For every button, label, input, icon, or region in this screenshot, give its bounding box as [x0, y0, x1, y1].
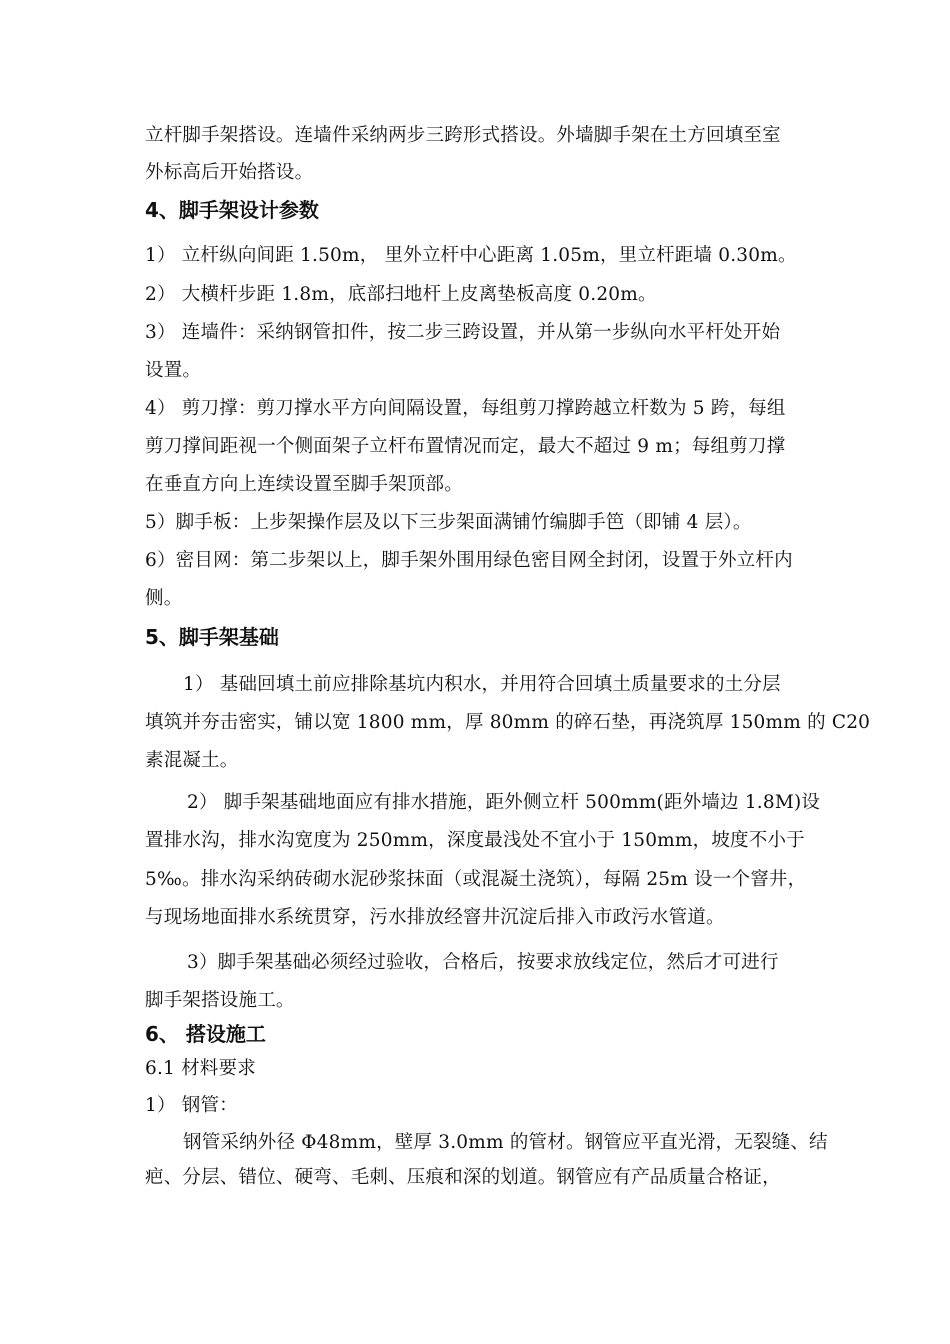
list-item-continuation: 填筑并夯击密实，铺以宽 1800 mm，厚 80mm 的碎石垫，再浇筑厚 150mm 的 C20 — [145, 712, 871, 733]
section-heading-5: 5、脚手架基础 — [145, 625, 279, 649]
list-item: 3）脚手架基础必须经过验收，合格后，按要求放线定位，然后才可进行 — [187, 952, 779, 973]
body-text-line: 外标高后开始搭设。 — [145, 162, 314, 183]
list-item: 1） 钢管： — [145, 1095, 238, 1116]
list-item: 3） 连墙件：采纳钢管扣件，按二步三跨设置，并从第一步纵向水平杆处开始 — [145, 322, 781, 343]
list-item: 1） 基础回填土前应排除基坑内积水，并用符合回填土质量要求的土分层 — [183, 674, 781, 695]
list-item-continuation: 与现场地面排水系统贯穿，污水排放经窨井沉淀后排入市政污水管道。 — [145, 907, 725, 928]
list-item-continuation: 脚手架搭设施工。 — [145, 990, 295, 1011]
subsection-heading: 6.1 材料要求 — [145, 1058, 256, 1079]
list-item-continuation: 5‰。排水沟采纳砖砌水泥砂浆抹面（或混凝土浇筑），每隔 25m 设一个窨井， — [145, 869, 807, 890]
list-item-continuation: 剪刀撑间距视一个侧面架子立杆布置情况而定，最大不超过 9 m；每组剪刀撑 — [145, 436, 786, 457]
list-item: 1） 立杆纵向间距 1.50m， 里外立杆中心距离 1.05m，里立杆距墙 0.30m。 — [145, 245, 797, 266]
body-text-line: 立杆脚手架搭设。连墙件采纳两步三跨形式搭设。外墙脚手架在土方回填至室 — [145, 125, 781, 146]
list-item: 6）密目网：第二步架以上，脚手架外围用绿色密目网全封闭，设置于外立杆内 — [145, 550, 793, 571]
list-item: 4） 剪刀撑：剪刀撑水平方向间隔设置，每组剪刀撑跨越立杆数为 5 跨，每组 — [145, 398, 786, 419]
section-heading-6: 6、 搭设施工 — [145, 1022, 266, 1046]
list-item-continuation: 设置。 — [145, 360, 202, 381]
paragraph-line: 钢管采纳外径 Φ48mm，壁厚 3.0mm 的管材。钢管应平直光滑，无裂缝、结 — [183, 1132, 828, 1153]
list-item: 5）脚手板：上步架操作层及以下三步架面满铺竹编脚手笆（即铺 4 层）。 — [145, 512, 752, 533]
paragraph-line: 疤、分层、错位、硬弯、毛刺、压痕和深的划道。钢管应有产品质量合格证， — [145, 1167, 781, 1188]
list-item-continuation: 素混凝土。 — [145, 750, 239, 771]
list-item-continuation: 置排水沟，排水沟宽度为 250mm，深度最浅处不宜小于 150mm，坡度不小于 — [145, 830, 805, 851]
section-heading-4: 4、脚手架设计参数 — [145, 198, 319, 222]
list-item: 2） 大横杆步距 1.8m，底部扫地杆上皮离垫板高度 0.20m。 — [145, 284, 657, 305]
list-item-continuation: 侧。 — [145, 588, 183, 609]
list-item-continuation: 在垂直方向上连续设置至脚手架顶部。 — [145, 474, 463, 495]
list-item: 2） 脚手架基础地面应有排水措施，距外侧立杆 500mm(距外墙边 1.8M)设 — [187, 792, 821, 813]
